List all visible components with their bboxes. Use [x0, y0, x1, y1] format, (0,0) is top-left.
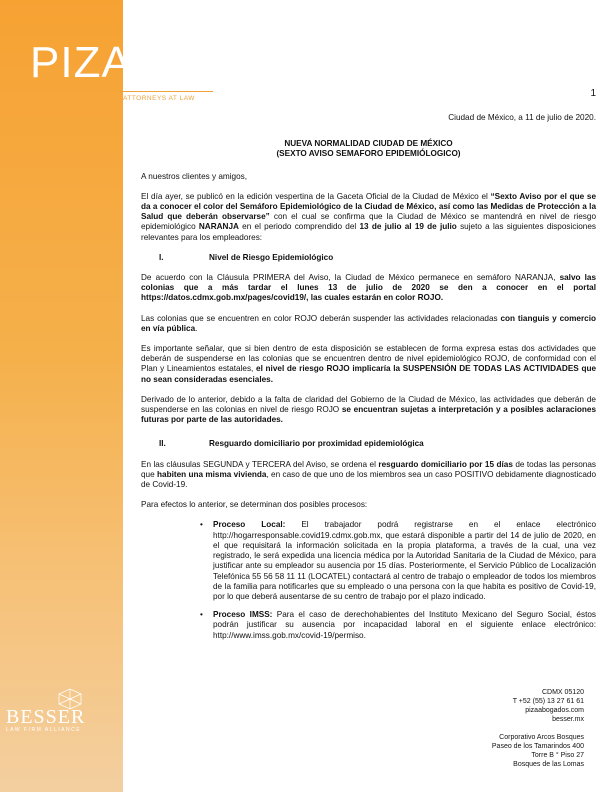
intro-paragraph: El día ayer, se publicó en la edición vespertina de la Gaceta Oficial de la Ciudad de México el “Sexto Aviso por el que se da a conocer el color del Semáforo Epidemiológico de la Ciudad de México, así como las Medidas de Protección a la Salud que deberán observarse” con el cual se confirma que la Ciudad de México se mantendrá en nivel de riesgo epidemiológico NARANJA en el periodo comprendido del 13 de julio al 19 de julio sujeto a las siguientes disposiciones relevantes para los empleadores:: [141, 191, 596, 242]
logo-underline: [123, 91, 213, 92]
document-subtitle: (SEXTO AVISO SEMAFORO EPIDEMIÓLOGICO): [276, 149, 461, 159]
process-list: [141, 520, 596, 640]
section-1-paragraph-4: Derivado de lo anterior, debido a la falta de claridad del Gobierno de la Ciudad de México, las actividades que deberán de suspenderse en las colonias en nivel de riesgo ROJO se encuentran sujetas a interpretación y a posibles aclaraciones futuras por parte de las autoridades.: [141, 394, 596, 425]
section-2-heading: II. Resguardo domiciliario por proximidad epidemiológica: [159, 439, 424, 449]
section-1-heading: I. Nivel de Riesgo Epidemiológico: [159, 252, 334, 262]
logo-text: PIZAZ: [30, 38, 160, 87]
page-number: 1: [590, 88, 596, 99]
logo-subtitle: ATTORNEYS AT LAW: [123, 95, 195, 102]
section-1-paragraph-3: Es importante señalar, que si bien dentro de esta disposición se establecen de forma expresa estas dos actividades que deberán de suspenderse en las colonias que se encuentren dentro de nivel epidemiológico ROJO, de conformidad con el Plan y Lineamientos estatales, el nivel de riesgo ROJO implicaría la SUSPENSIÓN DE TODAS LAS ACTIVIDADES que no sean consideradas esenciales.: [141, 344, 596, 384]
list-item: • Proceso Local: El trabajador podrá registrarse en el enlace electrónico http://hogarresponsable.covid19.cdmx.gob.mx, que estará disponible a partir del 14 de julio de 2020, en el que requisitará la información solicitada en la propia plataforma, a través de la cual, una vez registrado, le será expedida una licencia médica por la Autoridad Sanitaria de la Ciudad de México, para justificar ante su empleador su ausencia por 15 días. Posteriormente, el Servicio Público de Localización Telefónica 55 56 58 11 11 (LOCATEL) contactará al centro de trabajo o empleador de todos los miembros de la familia para notificarles que su empleado o una persona con la que habita es positivo de Covid-19, por lo que deberá ausentarse de su centro de trabajo por el plazo indicado.: [200, 520, 596, 601]
website-link[interactable]: besser.mx: [552, 716, 584, 723]
section-1-paragraph-1: De acuerdo con la Cláusula PRIMERA del Aviso, la Ciudad de México permanece en semáforo NARANJA, salvo las colonias que a más tardar el lunes 13 de julio de 2020 se den a conocer en el portal https://datos.cdmx.gob.mx/pages/covid19/, las cuales estarán en color ROJO.: [141, 273, 596, 303]
letter-body: [141, 113, 596, 651]
footer-address: Corporativo Arcos Bosques Paseo de los Tamarindos 400 Torre B ° Piso 27 Bosques de las Lomas: [491, 734, 584, 768]
brand-sidebar: [0, 0, 123, 792]
website-link[interactable]: pizaabogados.com: [525, 707, 584, 714]
document-title: NUEVA NORMALIDAD CIUDAD DE MÉXICO: [284, 139, 453, 149]
footer-contact: CDMX 05120 T +52 (55) 13 27 61 61 pizaabogados.com besser.mx: [512, 689, 584, 723]
besser-logo: BESSER: [6, 706, 86, 728]
greeting: A nuestros clientes y amigos,: [141, 171, 248, 181]
bullet-icon: •: [200, 520, 203, 530]
section-2-paragraph-1: En las cláusulas SEGUNDA y TERCERA del Aviso, se ordena el resguardo domiciliario por 15 días de todas las personas que habiten una misma vivienda, en caso de que uno de los miembros sea un caso POSITIVO debidamente diagnosticado de Covid-19.: [141, 459, 597, 490]
section-2-paragraph-2: Para efectos lo anterior, se determinan dos posibles procesos:: [141, 500, 368, 510]
list-item: • Proceso IMSS: Para el caso de derechohabientes del Instituto Mexicano del Seguro Social, éstos podrán justificar su ausencia por incapacidad laboral en el siguiente enlace electrónico: http://www.imss.gob.mx/covid-19/permiso.: [200, 610, 596, 640]
bullet-icon: •: [200, 610, 203, 620]
section-1-paragraph-2: Las colonias que se encuentren en color ROJO deberán suspender las actividades relacionadas con tianguis y comercio en vía pública.: [141, 313, 596, 333]
date-line: Ciudad de México, a 11 de julio de 2020.: [448, 113, 596, 122]
besser-subtitle: LAW FIRM ALLIANCE: [6, 727, 82, 733]
pizaz-logo: [30, 38, 160, 88]
